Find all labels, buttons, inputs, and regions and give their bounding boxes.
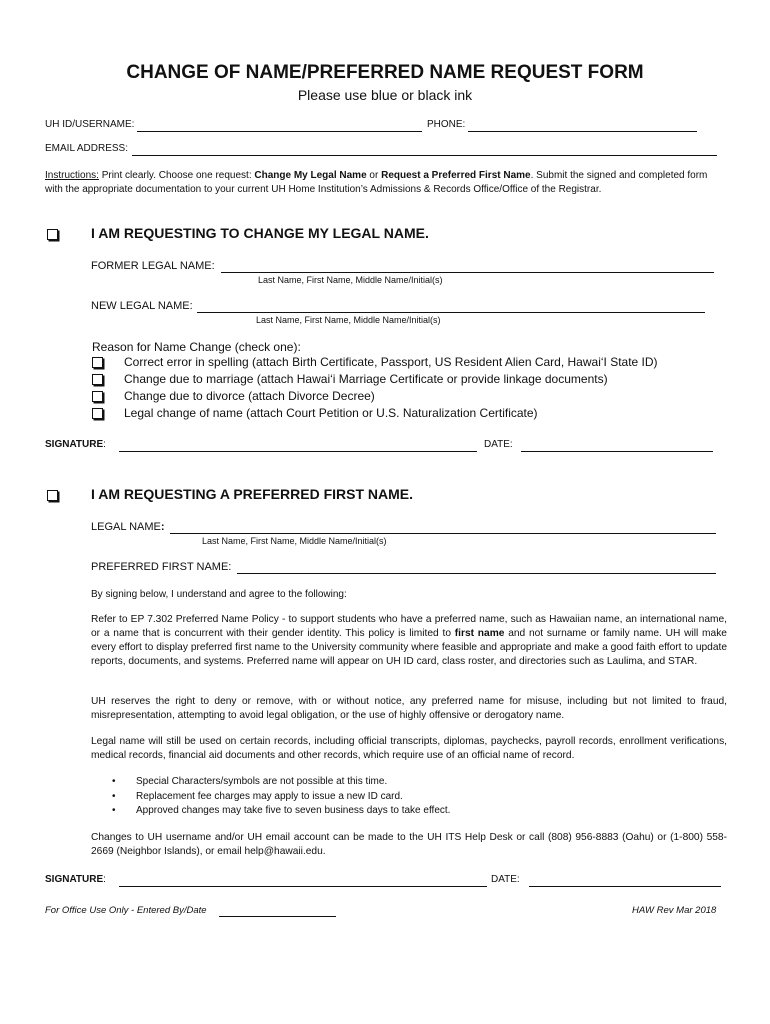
preferred-date-label: DATE: xyxy=(491,874,520,885)
legal-date-field[interactable] xyxy=(521,440,713,452)
preferred-signature-field[interactable] xyxy=(119,875,487,887)
uh-id-label: UH ID/USERNAME: xyxy=(45,119,135,130)
reason-checkbox[interactable] xyxy=(92,374,103,385)
legal-signature-label: SIGNATURE: xyxy=(45,439,106,450)
instructions-text-b: or xyxy=(366,170,382,181)
new-legal-name-label: NEW LEGAL NAME: xyxy=(91,300,193,312)
reason-checkbox[interactable] xyxy=(92,408,103,419)
preferred-first-name-label: PREFERRED FIRST NAME: xyxy=(91,561,232,573)
changes-paragraph: Changes to UH username and/or UH email account can be made to the UH ITS Help Desk or call (808) 956-8883 (Oahu) or (1-800) 558-2669 (Neighbor Islands), or email help@hawaii.edu. xyxy=(91,832,727,857)
former-name-caption: Last Name, First Name, Middle Name/Initial(s) xyxy=(258,275,443,285)
revision-label: HAW Rev Mar 2018 xyxy=(632,905,717,916)
legal-use-paragraph: Legal name will still be used on certain records, including official transcripts, diplomas, paychecks, payroll records, enrollment verifications, medical records, financial aid documents and other records, which require use of an official name of record. xyxy=(91,736,727,761)
reason-text: Change due to divorce (attach Divorce Decree) xyxy=(124,389,375,403)
reserve-paragraph: UH reserves the right to deny or remove, with or without notice, any preferred name for misuse, including but not limited to fraud, misrepresentation, attempting to avoid legal obligation, or the use of highly offensive or derogatory name. xyxy=(91,696,727,721)
email-field[interactable] xyxy=(132,144,717,156)
legal-name-caption: Last Name, First Name, Middle Name/Initial(s) xyxy=(202,536,387,546)
preferred-first-name-field[interactable] xyxy=(237,562,716,574)
reason-checkbox[interactable] xyxy=(92,357,103,368)
instructions-text-a: Print clearly. Choose one request: xyxy=(98,170,255,181)
agree-text: By signing below, I understand and agree to the following: xyxy=(91,589,347,600)
list-item: • Approved changes may take five to seven business days to take effect. xyxy=(112,804,450,819)
phone-label: PHONE: xyxy=(427,119,466,130)
instructions xyxy=(45,169,725,197)
list-item: • Replacement fee charges may apply to issue a new ID card. xyxy=(112,790,450,805)
former-legal-name-label: FORMER LEGAL NAME: xyxy=(91,260,215,272)
former-legal-name-field[interactable] xyxy=(221,261,714,273)
reason-text: Legal change of name (attach Court Petition or U.S. Naturalization Certificate) xyxy=(124,406,538,420)
office-use-field[interactable] xyxy=(219,905,336,917)
notes-list xyxy=(112,775,450,819)
new-legal-name-field[interactable] xyxy=(197,301,705,313)
reason-text: Change due to marriage (attach Hawai‘i Marriage Certificate or provide linkage documents) xyxy=(124,372,608,386)
reason-text: Correct error in spelling (attach Birth Certificate, Passport, US Resident Alien Card, Hawai‘I State ID) xyxy=(124,355,658,369)
list-item: • Special Characters/symbols are not possible at this time. xyxy=(112,775,450,790)
uh-id-field[interactable] xyxy=(137,120,422,132)
legal-name-checkbox[interactable] xyxy=(47,229,58,240)
reason-checkbox[interactable] xyxy=(92,391,103,402)
instructions-text-c: . Submit the signed and completed form with the appropriate documentation to your current UH Home Institution’s Admissions & Records Office/Office of the Registrar. xyxy=(45,170,708,195)
form-title: CHANGE OF NAME/PREFERRED NAME REQUEST FORM xyxy=(126,62,644,83)
policy-paragraph: Refer to EP 7.302 Preferred Name Policy - to support students who have a preferred name, such as Hawaiian name, an international name, or a name that is concurrent with their gender identity. This policy is limited to first name and not surname or family name. UH will make every effort to display preferred first name to the University community where feasible and appropriate and make a good faith effort to update reports, documents, and systems. Preferred name will appear on UH ID card, class roster, and directories such as Laulima, and STAR. xyxy=(91,614,727,667)
phone-field[interactable] xyxy=(468,120,697,132)
instructions-bold-a: Change My Legal Name xyxy=(254,170,367,181)
legal-date-label: DATE: xyxy=(484,439,513,450)
preferred-date-field[interactable] xyxy=(529,875,721,887)
new-name-caption: Last Name, First Name, Middle Name/Initial(s) xyxy=(256,315,441,325)
legal-signature-field[interactable] xyxy=(119,440,477,452)
legal-section-heading: I AM REQUESTING TO CHANGE MY LEGAL NAME. xyxy=(91,225,429,241)
form-subtitle: Please use blue or black ink xyxy=(297,87,473,103)
legal-name-field[interactable] xyxy=(170,522,716,534)
legal-name-label: LEGAL NAME: xyxy=(91,521,165,533)
instructions-bold-b: Request a Preferred First Name xyxy=(381,170,531,181)
office-use-label: For Office Use Only - Entered By/Date xyxy=(45,905,207,916)
preferred-section-heading: I AM REQUESTING A PREFERRED FIRST NAME. xyxy=(91,486,414,502)
preferred-name-checkbox[interactable] xyxy=(47,490,58,501)
preferred-signature-label: SIGNATURE: xyxy=(45,874,106,885)
email-label: EMAIL ADDRESS: xyxy=(45,143,128,154)
instructions-label: Instructions: xyxy=(45,170,99,181)
reason-heading: Reason for Name Change (check one): xyxy=(92,340,301,354)
